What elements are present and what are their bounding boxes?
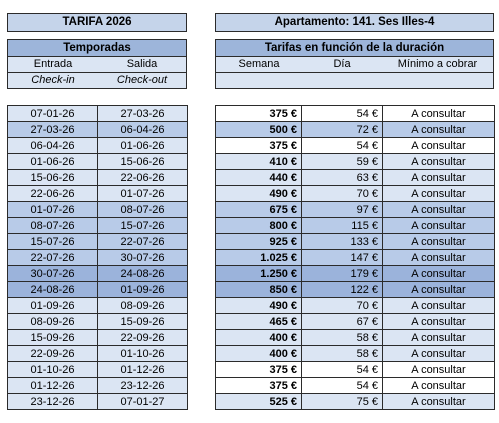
dia-cell: 54 € bbox=[302, 106, 383, 122]
rate-row bbox=[216, 122, 495, 138]
rates-table bbox=[215, 105, 495, 410]
tariff-year-title bbox=[7, 13, 187, 32]
seasons-title: Temporadas bbox=[63, 42, 131, 54]
entrada-cell: 27-03-26 bbox=[8, 122, 98, 138]
salida-cell: 06-04-26 bbox=[98, 122, 188, 138]
rate-row bbox=[216, 282, 495, 298]
season-row bbox=[8, 154, 188, 170]
entrada-cell: 01-12-26 bbox=[8, 378, 98, 394]
entrada-cell: 22-09-26 bbox=[8, 346, 98, 362]
salida-cell: 01-10-26 bbox=[98, 346, 188, 362]
semana-cell: 440 € bbox=[216, 170, 302, 186]
minimo-cell: A consultar bbox=[383, 282, 495, 298]
tariff-year-label: TARIFA 2026 bbox=[62, 16, 132, 28]
season-row bbox=[8, 234, 188, 250]
semana-cell: 925 € bbox=[216, 234, 302, 250]
salida-cell: 01-12-26 bbox=[98, 362, 188, 378]
semana-cell: 1.250 € bbox=[216, 266, 302, 282]
salida-cell: 22-06-26 bbox=[98, 170, 188, 186]
dia-cell: 54 € bbox=[302, 378, 383, 394]
semana-cell: 375 € bbox=[216, 106, 302, 122]
dia-cell: 63 € bbox=[302, 170, 383, 186]
entrada-cell: 08-09-26 bbox=[8, 314, 98, 330]
salida-cell: 01-09-26 bbox=[98, 282, 188, 298]
rate-row bbox=[216, 266, 495, 282]
minimo-cell: A consultar bbox=[383, 362, 495, 378]
season-row bbox=[8, 202, 188, 218]
entrada-cell: 15-09-26 bbox=[8, 330, 98, 346]
semana-cell: 800 € bbox=[216, 218, 302, 234]
season-row bbox=[8, 362, 188, 378]
dia-cell: 75 € bbox=[302, 394, 383, 410]
rate-row bbox=[216, 378, 495, 394]
season-row bbox=[8, 346, 188, 362]
rate-row bbox=[216, 170, 495, 186]
dia-cell: 67 € bbox=[302, 314, 383, 330]
semana-cell: 500 € bbox=[216, 122, 302, 138]
salida-cell: 23-12-26 bbox=[98, 378, 188, 394]
minimo-cell: A consultar bbox=[383, 202, 495, 218]
season-row bbox=[8, 106, 188, 122]
season-row bbox=[8, 218, 188, 234]
dia-cell: 54 € bbox=[302, 362, 383, 378]
semana-cell: 675 € bbox=[216, 202, 302, 218]
semana-cell: 375 € bbox=[216, 378, 302, 394]
entrada-cell: 01-06-26 bbox=[8, 154, 98, 170]
rate-row bbox=[216, 298, 495, 314]
minimo-cell: A consultar bbox=[383, 394, 495, 410]
season-row bbox=[8, 314, 188, 330]
rate-row bbox=[216, 218, 495, 234]
semana-cell: 400 € bbox=[216, 330, 302, 346]
minimo-cell: A consultar bbox=[383, 186, 495, 202]
rate-row bbox=[216, 234, 495, 250]
minimo-cell: A consultar bbox=[383, 138, 495, 154]
dia-cell: 70 € bbox=[302, 186, 383, 202]
salida-cell: 22-07-26 bbox=[98, 234, 188, 250]
season-row bbox=[8, 170, 188, 186]
rate-row bbox=[216, 186, 495, 202]
seasons-table bbox=[7, 105, 188, 410]
minimo-cell: A consultar bbox=[383, 122, 495, 138]
check-in-subheader: Check-in bbox=[31, 74, 75, 86]
salida-cell: 22-09-26 bbox=[98, 330, 188, 346]
season-row bbox=[8, 378, 188, 394]
salida-cell: 08-09-26 bbox=[98, 298, 188, 314]
entrada-cell: 30-07-26 bbox=[8, 266, 98, 282]
salida-cell: 30-07-26 bbox=[98, 250, 188, 266]
rate-row bbox=[216, 314, 495, 330]
season-row bbox=[8, 122, 188, 138]
minimo-cell: A consultar bbox=[383, 314, 495, 330]
minimo-cell: A consultar bbox=[383, 106, 495, 122]
entrada-cell: 24-08-26 bbox=[8, 282, 98, 298]
salida-cell: 24-08-26 bbox=[98, 266, 188, 282]
apartment-title bbox=[215, 13, 494, 32]
semana-column-header: Semana bbox=[238, 58, 280, 70]
rates-subcolumns-row bbox=[215, 73, 494, 89]
minimo-cell: A consultar bbox=[383, 218, 495, 234]
salida-cell: 15-07-26 bbox=[98, 218, 188, 234]
entrada-cell: 01-07-26 bbox=[8, 202, 98, 218]
season-row bbox=[8, 138, 188, 154]
season-row bbox=[8, 186, 188, 202]
salida-cell: 15-09-26 bbox=[98, 314, 188, 330]
rate-row bbox=[216, 394, 495, 410]
dia-cell: 59 € bbox=[302, 154, 383, 170]
rate-row bbox=[216, 202, 495, 218]
season-row bbox=[8, 282, 188, 298]
dia-cell: 58 € bbox=[302, 346, 383, 362]
rate-row bbox=[216, 250, 495, 266]
check-out-subheader: Check-out bbox=[116, 74, 168, 86]
semana-cell: 850 € bbox=[216, 282, 302, 298]
dia-cell: 133 € bbox=[302, 234, 383, 250]
minimo-cell: A consultar bbox=[383, 234, 495, 250]
entrada-cell: 15-06-26 bbox=[8, 170, 98, 186]
seasons-header bbox=[7, 39, 187, 57]
season-row bbox=[8, 250, 188, 266]
rates-title: Tarifas en función de la duración bbox=[264, 42, 445, 54]
dia-column-header: Día bbox=[333, 58, 351, 70]
minimo-cell: A consultar bbox=[383, 346, 495, 362]
season-row bbox=[8, 298, 188, 314]
dia-cell: 122 € bbox=[302, 282, 383, 298]
apartment-label: Apartamento: 141. Ses Illes-4 bbox=[274, 16, 435, 28]
semana-cell: 375 € bbox=[216, 362, 302, 378]
entrada-cell: 07-01-26 bbox=[8, 106, 98, 122]
semana-cell: 375 € bbox=[216, 138, 302, 154]
minimo-cell: A consultar bbox=[383, 170, 495, 186]
rate-row bbox=[216, 138, 495, 154]
entrada-cell: 01-09-26 bbox=[8, 298, 98, 314]
rate-row bbox=[216, 330, 495, 346]
rate-row bbox=[216, 106, 495, 122]
entrada-column-header: Entrada bbox=[33, 58, 73, 70]
minimo-cell: A consultar bbox=[383, 298, 495, 314]
dia-cell: 70 € bbox=[302, 298, 383, 314]
semana-cell: 400 € bbox=[216, 346, 302, 362]
semana-cell: 525 € bbox=[216, 394, 302, 410]
minimo-cell: A consultar bbox=[383, 330, 495, 346]
season-row bbox=[8, 266, 188, 282]
entrada-cell: 01-10-26 bbox=[8, 362, 98, 378]
dia-cell: 147 € bbox=[302, 250, 383, 266]
rate-row bbox=[216, 346, 495, 362]
rates-columns-row bbox=[215, 57, 494, 73]
dia-cell: 72 € bbox=[302, 122, 383, 138]
season-row bbox=[8, 330, 188, 346]
salida-cell: 08-07-26 bbox=[98, 202, 188, 218]
minimo-cell: A consultar bbox=[383, 266, 495, 282]
dia-cell: 97 € bbox=[302, 202, 383, 218]
salida-cell: 01-06-26 bbox=[98, 138, 188, 154]
semana-cell: 410 € bbox=[216, 154, 302, 170]
rates-header bbox=[215, 39, 494, 57]
salida-cell: 01-07-26 bbox=[98, 186, 188, 202]
semana-cell: 1.025 € bbox=[216, 250, 302, 266]
salida-cell: 27-03-26 bbox=[98, 106, 188, 122]
entrada-cell: 08-07-26 bbox=[8, 218, 98, 234]
entrada-cell: 22-06-26 bbox=[8, 186, 98, 202]
entrada-cell: 06-04-26 bbox=[8, 138, 98, 154]
salida-column-header: Salida bbox=[126, 58, 158, 70]
dia-cell: 179 € bbox=[302, 266, 383, 282]
dia-cell: 58 € bbox=[302, 330, 383, 346]
semana-cell: 490 € bbox=[216, 186, 302, 202]
seasons-columns-row bbox=[7, 57, 187, 73]
seasons-subcolumns-row bbox=[7, 73, 187, 89]
entrada-cell: 15-07-26 bbox=[8, 234, 98, 250]
entrada-cell: 22-07-26 bbox=[8, 250, 98, 266]
minimo-cell: A consultar bbox=[383, 378, 495, 394]
dia-cell: 115 € bbox=[302, 218, 383, 234]
semana-cell: 490 € bbox=[216, 298, 302, 314]
semana-cell: 465 € bbox=[216, 314, 302, 330]
entrada-cell: 23-12-26 bbox=[8, 394, 98, 410]
season-row bbox=[8, 394, 188, 410]
minimo-cell: A consultar bbox=[383, 250, 495, 266]
dia-cell: 54 € bbox=[302, 138, 383, 154]
rate-row bbox=[216, 362, 495, 378]
rate-row bbox=[216, 154, 495, 170]
minimo-column-header: Mínimo a cobrar bbox=[397, 58, 478, 70]
minimo-cell: A consultar bbox=[383, 154, 495, 170]
salida-cell: 15-06-26 bbox=[98, 154, 188, 170]
salida-cell: 07-01-27 bbox=[98, 394, 188, 410]
